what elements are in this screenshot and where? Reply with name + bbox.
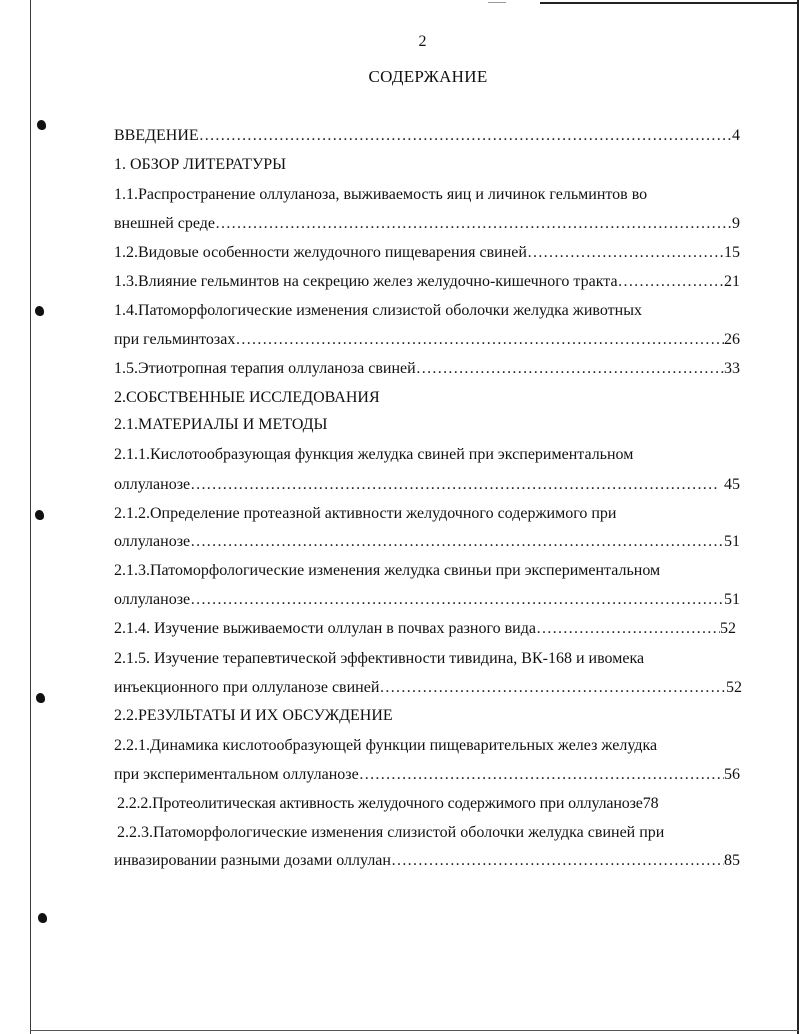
toc-entry-text: 2.2.2.Протеолитическая активность желудочного содержимого при оллуланозе (117, 795, 643, 812)
toc-entry-2-1-3-line2 (114, 587, 740, 613)
toc-entry-1-1-line2 (114, 211, 740, 237)
scan-bottom-edge (30, 1030, 799, 1031)
binding-hole-mark (36, 693, 45, 703)
toc-entry-text: 1.5.Этиотропная терапия оллуланоза свиней (114, 360, 416, 377)
toc-leader-dots (190, 529, 724, 555)
toc-leader-dots (190, 472, 719, 498)
toc-entry-page: 9 (732, 215, 740, 232)
toc-entry-page: 78 (642, 795, 659, 812)
toc-entry-introduction (114, 123, 740, 149)
toc-entry-text: 2.1.2.Определение протеазной активности желудочного содержимого при (114, 505, 617, 522)
toc-entry-text: внешней среде (114, 215, 215, 232)
toc-entry-text: 2.1.1.Кислотообразующая функция желудка свиней при экспериментальном (114, 446, 634, 463)
toc-entry-page: 26 (724, 331, 740, 348)
toc-entry-text: 1.1.Распространение оллуланоза, выживаемость яиц и личинок гельминтов во (114, 186, 648, 203)
toc-entry-1-3 (114, 269, 740, 295)
toc-entry-page: 85 (724, 852, 740, 869)
toc-leader-dots (536, 616, 720, 642)
page-title: СОДЕРЖАНИЕ (368, 67, 488, 86)
toc-leader-dots (359, 762, 724, 788)
toc-entry-page: 56 (724, 766, 740, 783)
toc-entry-1-2 (114, 240, 740, 266)
toc-entry-2-1-1-line2 (114, 472, 740, 498)
toc-entry-page: 45 (724, 476, 740, 493)
scan-left-edge (30, 0, 31, 1034)
toc-entry-text: 2.2.3.Патоморфологические изменения слизистой оболочки желудка свиней при (117, 824, 665, 841)
toc-entry-2-2-1-line2 (114, 762, 740, 788)
toc-entry-2-1-1-line1 (114, 442, 740, 468)
toc-entry-text: 1. ОБЗОР ЛИТЕРАТУРЫ (114, 156, 287, 173)
toc-entry-text: 2.1.3.Патоморфологические изменения желудка свиньи при экспериментальном (114, 562, 661, 579)
toc-leader-dots (199, 123, 732, 149)
toc-leader-dots (235, 327, 724, 353)
toc-entry-page: 15 (724, 244, 740, 261)
toc-entry-text: инвазировании разными дозами оллулан (114, 852, 391, 869)
toc-entry-text: 1.4.Патоморфологические изменения слизистой оболочки желудка животных (114, 302, 642, 319)
toc-entry-text: оллуланозе (114, 533, 191, 550)
toc-entry-2-2-1-line1 (114, 733, 740, 759)
toc-leader-dots (379, 675, 726, 701)
toc-entry-text: 1.2.Видовые особенности желудочного пищеварения свиней (114, 244, 527, 261)
toc-heading-results-discussion (114, 703, 740, 729)
toc-entry-text: 1.3.Влияние гельминтов на секрецию желез желудочно-кишечного тракта (114, 273, 618, 290)
toc-entry-page: 51 (724, 533, 740, 550)
toc-entry-text: оллуланозе (114, 476, 191, 493)
toc-entry-2-1-4 (114, 616, 736, 642)
toc-entry-page: 52 (726, 679, 742, 696)
binding-hole-mark (35, 306, 44, 316)
toc-entry-text: при экспериментальном оллуланозе (114, 766, 359, 783)
toc-entry-text: 2.2.РЕЗУЛЬТАТЫ И ИХ ОБСУЖДЕНИЕ (114, 707, 393, 724)
toc-entry-text: 2.СОБСТВЕННЫЕ ИССЛЕДОВАНИЯ (114, 389, 380, 406)
binding-hole-mark (37, 120, 46, 130)
toc-entry-2-2-3-line1 (117, 820, 743, 846)
toc-heading-literature-review (114, 152, 740, 178)
toc-entry-text: 2.1.5. Изучение терапевтической эффективности тивидина, ВК-168 и ивомека (114, 650, 645, 667)
toc-entry-text: при гельминтозах (114, 331, 236, 348)
toc-heading-own-research (114, 385, 740, 411)
toc-heading-materials-methods (114, 412, 740, 438)
toc-entry-page: 51 (724, 591, 740, 608)
binding-hole-mark (38, 913, 47, 923)
toc-entry-2-1-2-line2 (114, 529, 740, 555)
toc-leader-dots (190, 587, 724, 613)
toc-entry-1-4-line2 (114, 327, 740, 353)
toc-entry-page: 4 (732, 127, 740, 144)
toc-leader-dots (391, 848, 724, 874)
toc-entry-1-4-line1 (114, 298, 740, 324)
scan-top-edge-fragment (488, 2, 506, 3)
toc-entry-2-2-3-line2 (114, 848, 740, 874)
toc-entry-1-5 (114, 356, 740, 382)
toc-entry-text: ВВЕДЕНИЕ (114, 127, 199, 144)
toc-entry-text: 2.1.МАТЕРИАЛЫ И МЕТОДЫ (114, 416, 328, 433)
toc-leader-dots (618, 269, 724, 295)
toc-entry-text: 2.1.4. Изучение выживаемости оллулан в почвах разного вида (114, 620, 536, 637)
toc-entry-page: 52 (720, 620, 736, 637)
toc-entry-page: 33 (724, 360, 740, 377)
toc-entry-page: 21 (724, 273, 740, 290)
toc-entry-text: инъекционного при оллуланозе свиней (114, 679, 380, 696)
toc-leader-dots (215, 211, 732, 237)
toc-entry-2-1-5-line2 (114, 675, 742, 701)
toc-entry-2-1-5-line1 (114, 646, 740, 672)
toc-entry-2-2-2 (117, 791, 743, 817)
toc-entry-2-1-2-line1 (114, 501, 740, 527)
toc-leader-dots (527, 240, 724, 266)
page-number: 2 (418, 33, 427, 50)
toc-leader-dots (416, 356, 724, 382)
toc-entry-text: оллуланозе (114, 591, 191, 608)
toc-entry-text: 2.2.1.Динамика кислотообразующей функции пищеварительных желез желудка (114, 737, 658, 754)
binding-hole-mark (35, 510, 44, 520)
toc-entry-2-1-3-line1 (114, 558, 740, 584)
scan-top-edge (540, 2, 799, 4)
toc-entry-1-1-line1 (114, 182, 740, 208)
